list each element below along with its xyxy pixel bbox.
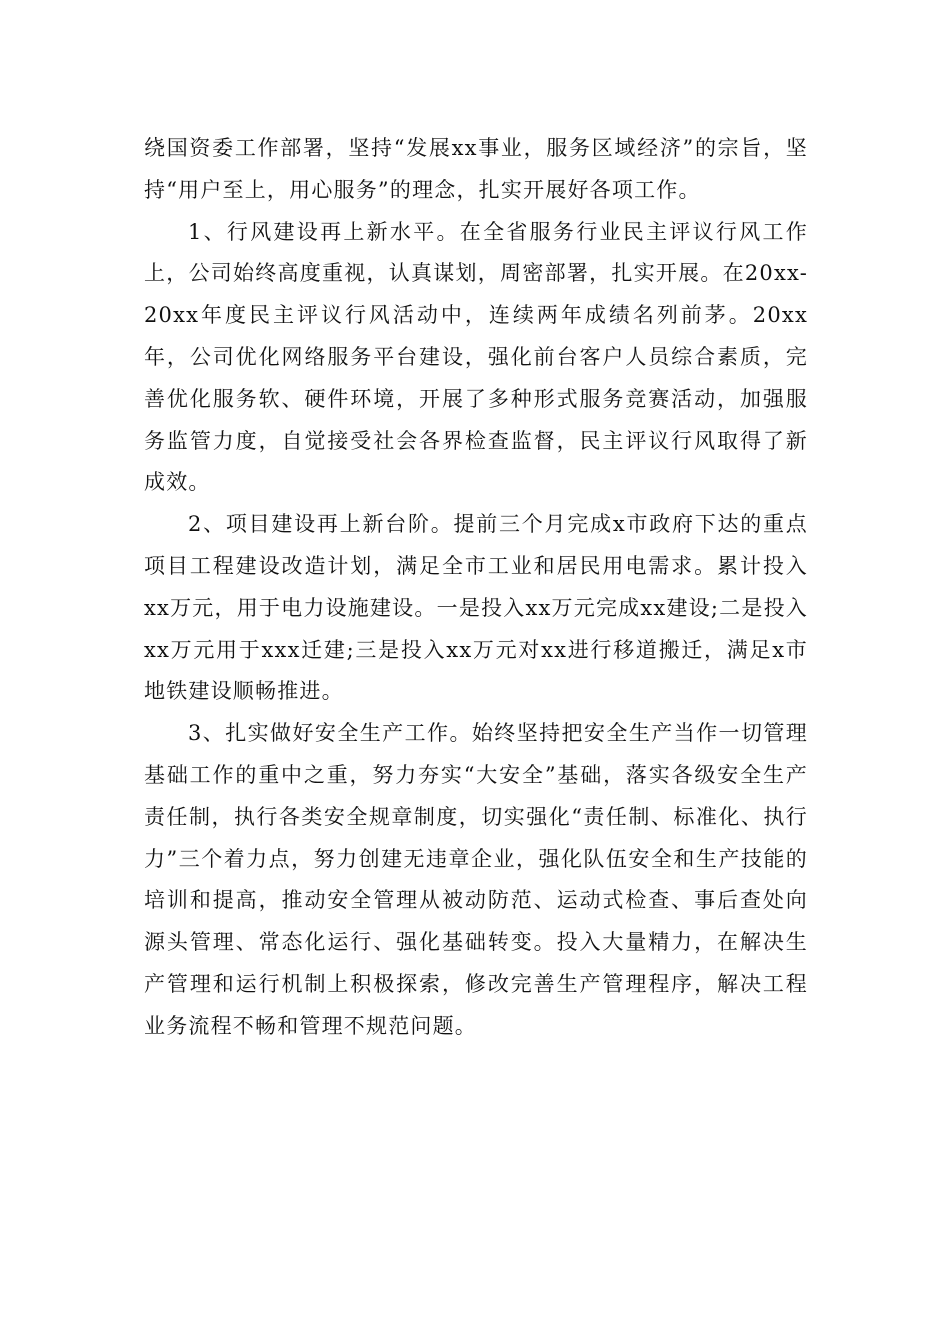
- paragraph-continuation: 绕国资委工作部署，坚持“发展xx事业，服务区域经济”的宗旨，坚持“用户至上，用心服务”的理念，扎实开展好各项工作。: [144, 136, 808, 202]
- paragraph-project-construction: 2、项目建设再上新台阶。提前三个月完成x市政府下达的重点项目工程建设改造计划，满足全市工业和居民用电需求。累计投入xx万元，用于电力设施建设。一是投入xx万元完成xx建设;二是投入xx万元用于xxx迁建;三是投入xx万元对xx进行移道搬迁，满足x市地铁建设顺畅推进。: [144, 512, 808, 704]
- document-body: [144, 128, 808, 1048]
- paragraph-conduct-building: 1、行风建设再上新水平。在全省服务行业民主评议行风工作上，公司始终高度重视，认真谋划，周密部署，扎实开展。在20xx-20xx年度民主评议行风活动中，连续两年成绩名列前茅。20xx年，公司优化网络服务平台建设，强化前台客户人员综合素质，完善优化服务软、硬件环境，开展了多种形式服务竞赛活动，加强服务监管力度，自觉接受社会各界检查监督，民主评议行风取得了新成效。: [144, 219, 808, 495]
- paragraph-safety-production: 3、扎实做好安全生产工作。始终坚持把安全生产当作一切管理基础工作的重中之重，努力夯实“大安全”基础，落实各级安全生产责任制，执行各类安全规章制度，切实强化“责任制、标准化、执行力”三个着力点，努力创建无违章企业，强化队伍安全和生产技能的培训和提高，推动安全管理从被动防范、运动式检查、事后查处向源头管理、常态化运行、强化基础转变。投入大量精力，在解决生产管理和运行机制上积极探索，修改完善生产管理程序，解决工程业务流程不畅和管理不规范问题。: [144, 721, 808, 1038]
